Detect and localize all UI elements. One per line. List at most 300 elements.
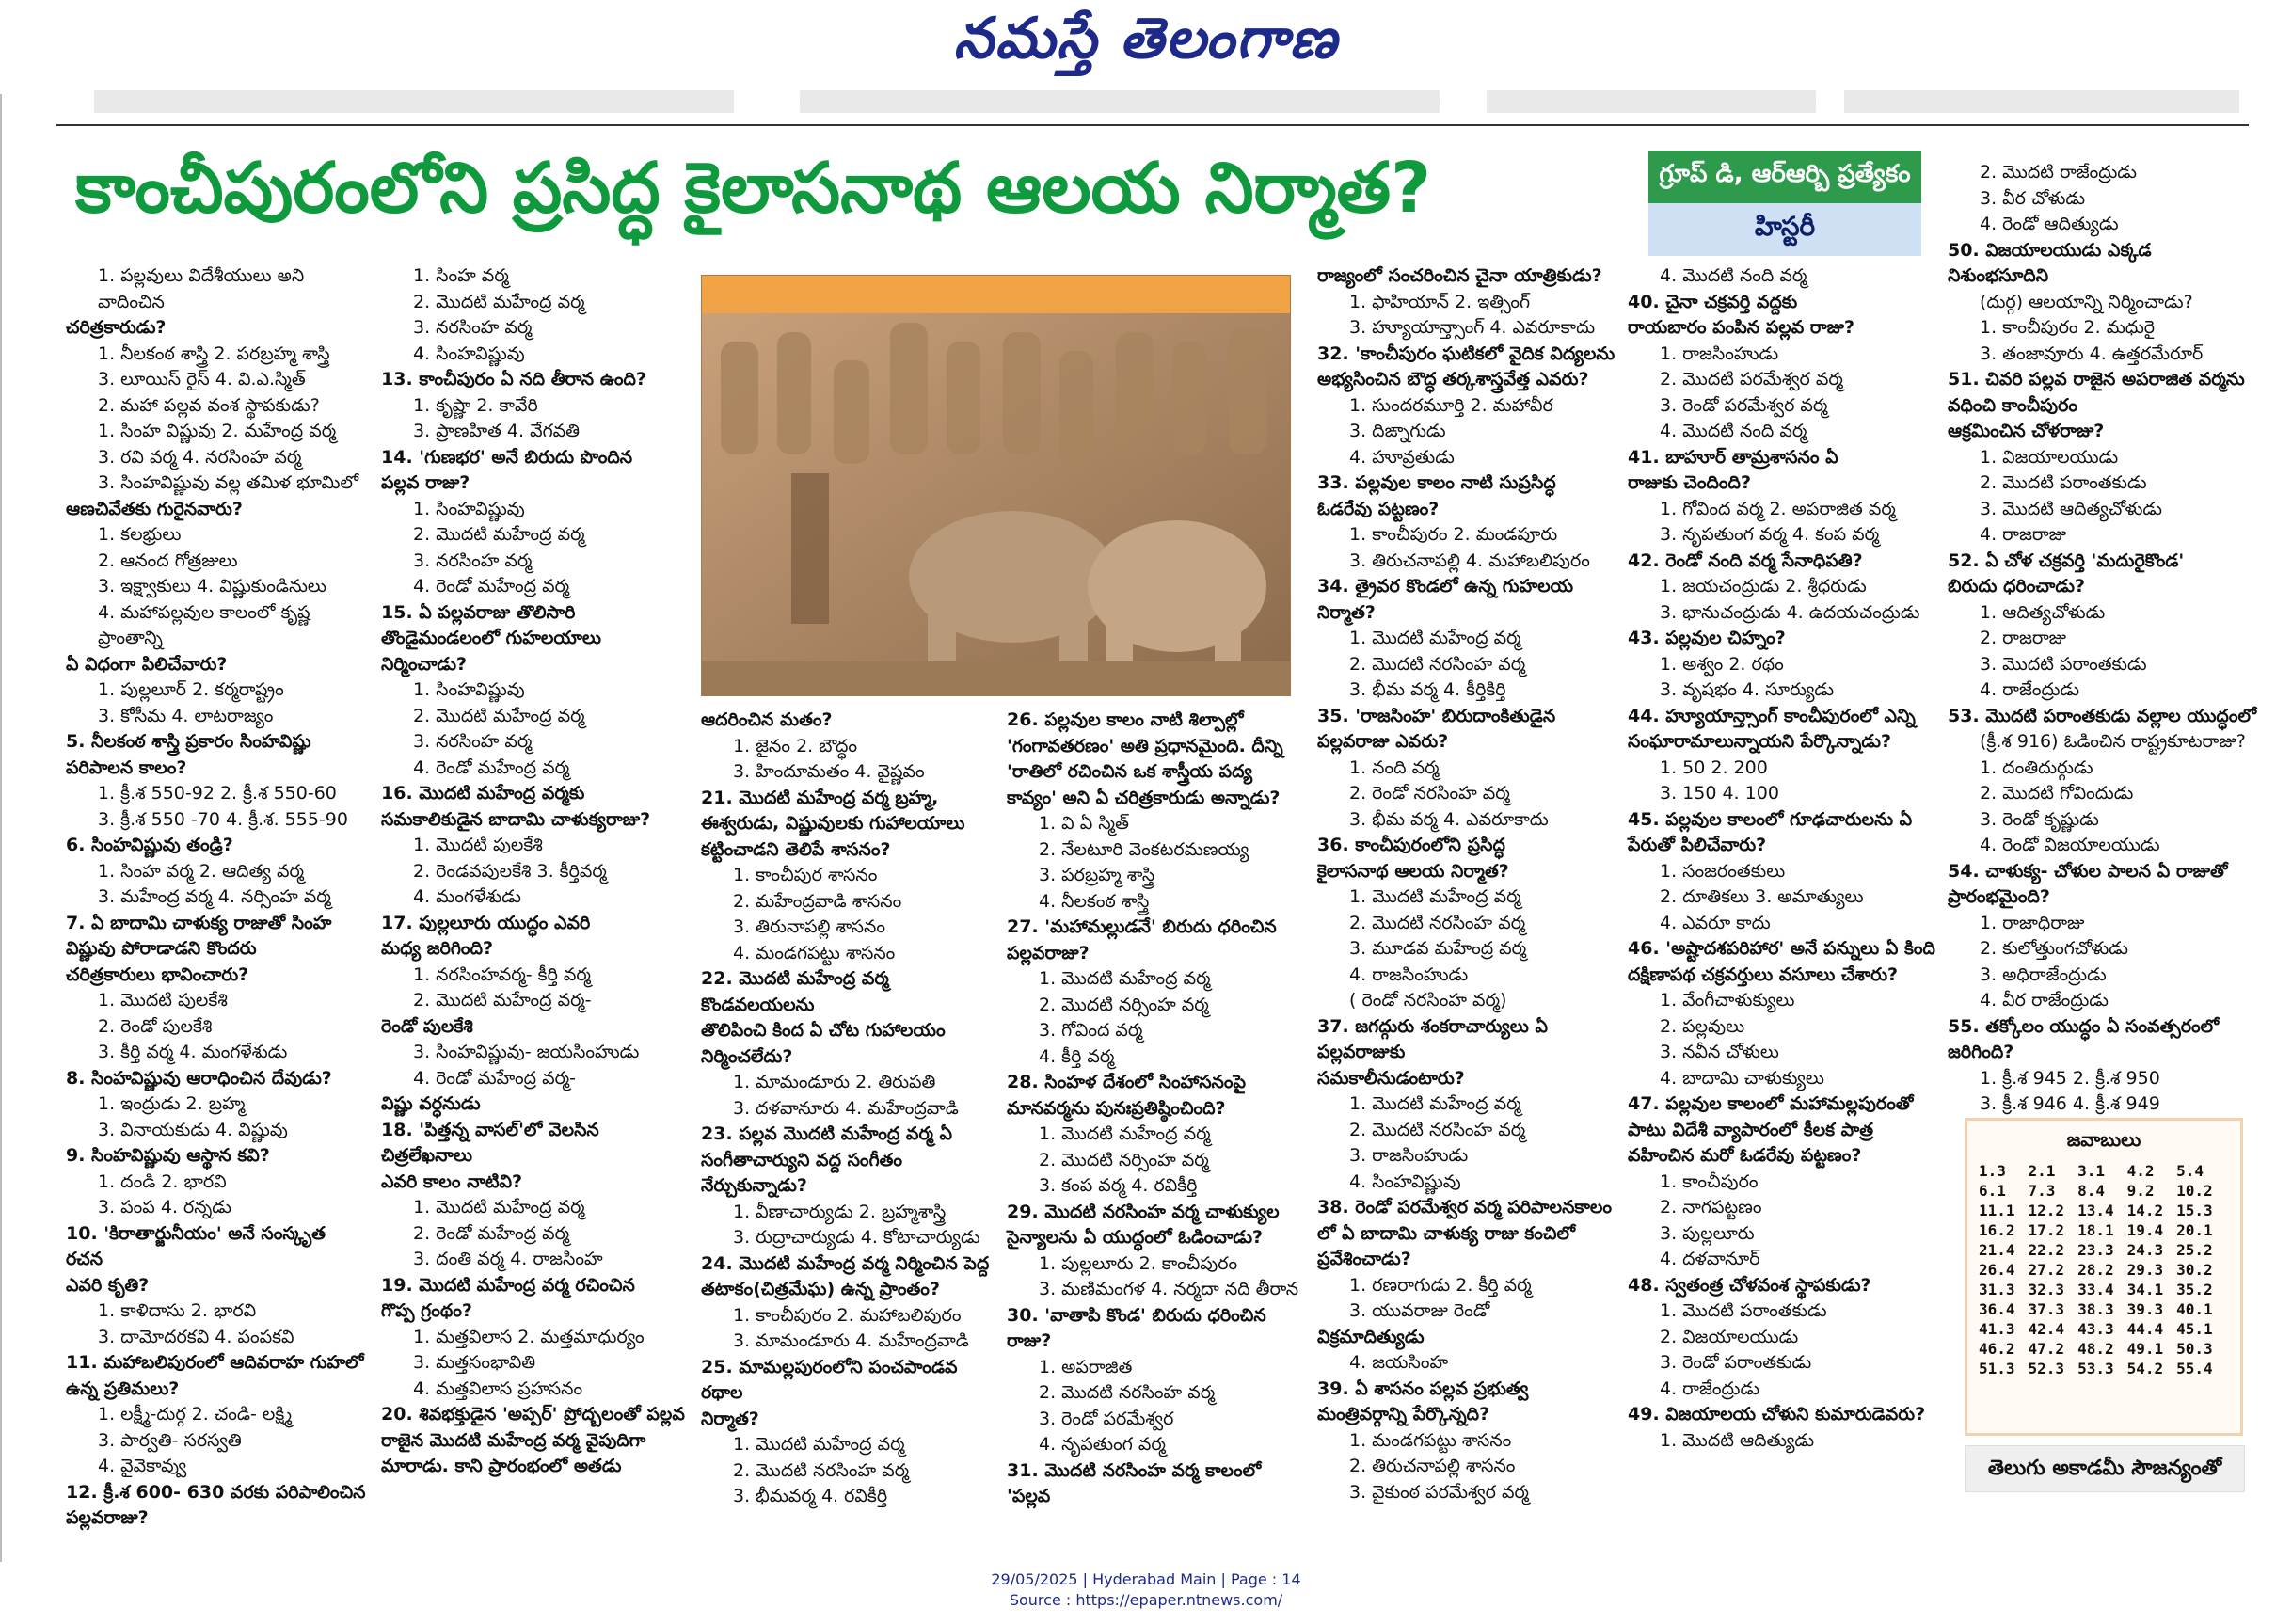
- answer-option: 1. కాంచీపురం: [1660, 1170, 1759, 1192]
- page-border: [0, 94, 2, 1562]
- question-text: ఎవరి కాలం నాటివి?: [381, 1170, 523, 1192]
- header-strip: [800, 90, 1440, 113]
- question-text: మారాడు. కాని ప్రారంభంలో అతడు: [381, 1456, 622, 1476]
- answer-option: 1. దంతిదుర్గుడు: [1980, 756, 2093, 778]
- answer-option: 2. మహేంద్రవాడి శాసనం: [733, 890, 902, 912]
- answer-cell: 2.1: [2028, 1162, 2056, 1180]
- question-text: పల్లవరాజు?: [1007, 942, 1090, 963]
- answer-cell: 49.1: [2126, 1340, 2164, 1358]
- answer-option: 4. రాజరాజు: [1980, 524, 2067, 545]
- question-text: 6. సింహవిష్ణువు తండ్రి?: [66, 835, 233, 855]
- question-text: తొండైమండలంలో గుహలయాలు: [381, 628, 601, 648]
- answer-option: 1. 50 2. 200: [1660, 756, 1768, 778]
- answer-option: ( రెండో నరసింహ వర్మ): [1349, 990, 1507, 1011]
- answer-option: 1. సింహవిష్ణువు: [413, 679, 525, 700]
- answer-option: 3. సింహవిష్ణువు- జయసింహుడు: [413, 1042, 640, 1062]
- answer-option: 3. క్రీ.శ 946 4. క్రీ.శ 949: [1980, 1093, 2160, 1114]
- answer-cell: 45.1: [2176, 1320, 2213, 1338]
- question-column: [1628, 263, 1938, 1454]
- answer-option: 3. తంజావూరు 4. ఉత్తరమేరూర్: [1980, 342, 2204, 364]
- question-text: పేరుతో పిలిచేవారు?: [1628, 835, 1767, 855]
- answer-option: 4. నృపతుంగ వర్మ: [1039, 1434, 1166, 1455]
- answer-cell: 38.3: [2077, 1300, 2114, 1318]
- answer-option: 3. పార్వతి- సరస్వతి: [98, 1429, 242, 1451]
- answer-cell: 39.3: [2126, 1300, 2164, 1318]
- answer-cell: 10.2: [2176, 1182, 2213, 1200]
- answer-option: 1. మొదటి మహేంద్ర వర్మ: [1349, 886, 1521, 907]
- answer-option: 1. విజయాలయుడు: [1980, 446, 2119, 468]
- question-text: 48. స్వతంత్ర చోళవంశ స్థాపకుడు?: [1628, 1274, 1871, 1296]
- answer-cell: 46.2: [1979, 1340, 2015, 1358]
- answer-option: 4. వైవెకావ్వు: [98, 1456, 187, 1476]
- credit-note: తెలుగు అకాడమీ సౌజన్యంతో: [1965, 1445, 2245, 1492]
- question-text: 31. మొదటి నరసింహ వర్మ కాలంలో 'పల్లవ: [1007, 1459, 1262, 1506]
- question-text: చరిత్రకారులు భావించారు?: [66, 963, 249, 985]
- question-text: 51. చివరి పల్లవ రాజైన అపరాజిత వర్మను: [1948, 369, 2245, 390]
- answer-cell: 54.2: [2126, 1360, 2164, 1377]
- answer-cell: 50.3: [2176, 1340, 2213, 1358]
- answer-option: 1. సింహ వర్మ 2. ఆదిత్య వర్మ: [98, 860, 305, 882]
- tag-special: గ్రూప్ డి, ఆర్ఆర్బి ప్రత్యేకం: [1648, 151, 1921, 203]
- question-text: 53. మొదటి పరాంతకుడు వల్లాల యుద్ధంలో: [1948, 705, 2256, 726]
- question-text: 26. పల్లవుల కాలం నాటి శిల్పాల్లో: [1007, 709, 1244, 730]
- answer-option: 1. మొదటి మహేంద్ర వర్మ: [1039, 968, 1211, 989]
- answer-option: 2. రాజరాజు: [1980, 628, 2067, 648]
- answer-option: 3. ప్రాణహిత 4. వేగవతి: [413, 421, 581, 441]
- question-text: 24. మొదటి మహేంద్ర వర్మ నిర్మించిన పెద్ద: [701, 1252, 990, 1274]
- answer-option: 4. జయసింహ: [1349, 1352, 1449, 1373]
- answer-cell: 34.1: [2126, 1281, 2164, 1298]
- answer-option: 3. హ్యూయాన్త్సాంగ్ 4. ఎవరూకాదు: [1349, 317, 1596, 338]
- answer-option: 4. కీర్తి వర్మ: [1039, 1045, 1115, 1067]
- answer-option: 4. మహాపల్లవుల కాలంలో కృష్ణ ప్రాంతాన్ని: [98, 601, 310, 648]
- question-text: రాయబారం పంపిన పల్లవ రాజు?: [1628, 317, 1855, 338]
- answer-option: 4. సింహవిష్ణువు: [1349, 1170, 1461, 1192]
- answer-cell: 17.2: [2028, 1221, 2065, 1239]
- answer-cell: 25.2: [2176, 1241, 2213, 1259]
- answer-cell: 16.2: [1979, 1221, 2015, 1239]
- question-text: 28. సింహళ దేశంలో సింహాసనంపై: [1007, 1072, 1247, 1092]
- answer-option: 1. ఫాహియాన్ 2. ఇత్సింగ్: [1349, 291, 1531, 312]
- masthead: [0, 0, 2292, 87]
- answer-option: 2. రెండో పులకేశి: [98, 1015, 213, 1037]
- question-text: 'గంగావతరణం' అతి ప్రధానమైంది. దీన్ని: [1007, 735, 1283, 756]
- question-text: గొప్ప గ్రంథం?: [381, 1300, 472, 1321]
- question-text: 34. త్రైవర కొండలో ఉన్న గుహలయ నిర్మాత?: [1317, 576, 1574, 623]
- answer-option: 2. తిరుచనాపల్లి శాసనం: [1349, 1456, 1516, 1476]
- question-text: చరిత్రకారుడు?: [66, 317, 167, 338]
- answer-option: 1. వేంగీచాళుక్యులు: [1660, 990, 1795, 1011]
- answer-option: 4. హూవ్రతుడు: [1349, 446, 1455, 468]
- question-text: 30. 'వాతాపి కొండ' బిరుదు ధరించిన రాజు?: [1007, 1304, 1266, 1351]
- answer-option: 2. నాగపట్టణం: [1660, 1197, 1762, 1218]
- question-text: 11. మహాబలిపురంలో ఆదివరాహ గుహలో: [66, 1352, 364, 1373]
- answer-cell: 33.4: [2077, 1281, 2114, 1298]
- answer-cell: 4.2: [2126, 1162, 2155, 1180]
- answer-cell: 5.4: [2176, 1162, 2204, 1180]
- answer-option: 3. రుద్రాచార్యుడు 4. కోటాచార్యుడు: [733, 1227, 980, 1248]
- answer-cell: 26.4: [1979, 1261, 2015, 1279]
- question-text: ఆణచివేతకు గురైనవారు?: [66, 498, 243, 519]
- question-text: 29. మొదటి నరసింహ వర్మ చాళుక్యుల: [1007, 1201, 1280, 1222]
- question-text: నిర్మించలేదు?: [701, 1045, 793, 1067]
- answer-cell: 35.2: [2176, 1281, 2213, 1298]
- question-text: 42. రెండో నంది వర్మ సేనాధిపతి?: [1628, 549, 1863, 571]
- answer-option: 3. మణిమంగళ 4. నర్మదా నది తీరాన: [1039, 1279, 1299, 1299]
- answer-option: 1. మొదటి పరాంతకుడు: [1660, 1300, 1827, 1321]
- question-text: ఆక్రమించిన చోళరాజు?: [1948, 421, 2105, 441]
- answer-option: 1. మొదటి పులకేశి: [413, 835, 543, 855]
- question-text: కైలాసనాథ ఆలయ నిర్మాత?: [1317, 860, 1509, 882]
- answer-option: 2. నేలటూరి వెంకటరమణయ్య: [1039, 838, 1249, 860]
- answer-option: 4. వీర రాజేంద్రుడు: [1980, 990, 2109, 1011]
- answer-option: 3. దామోదరకవి 4. పంపకవి: [98, 1326, 294, 1347]
- question-text: పల్లవ రాజు?: [381, 472, 470, 493]
- answer-cell: 30.2: [2176, 1261, 2213, 1279]
- question-text: 7. ఏ బాదామి చాళుక్య రాజుతో సింహ: [66, 912, 332, 933]
- answer-option: 1. క్రీ.శ 550-92 2. క్రీ.శ 550-60: [98, 783, 337, 804]
- question-text: 13. కాంచీపురం ఏ నది తీరాన ఉంది?: [381, 369, 646, 390]
- question-text: 'రాతిలో రచించిన ఒక శాస్త్రీయ పద్య: [1007, 761, 1253, 782]
- answer-option: 1. జయచంద్రుడు 2. శ్రీధరుడు: [1660, 576, 1867, 597]
- answer-option: 1. కాంచీపుర శాసనం: [733, 865, 878, 885]
- question-text: నేర్చుకున్నాడు?: [701, 1175, 807, 1196]
- answer-option: 1. సింహ విష్ణువు 2. మహేంద్ర వర్మ: [98, 421, 337, 441]
- question-text: 25. మామల్లపురంలోని పంచపాండవ రథాల: [701, 1356, 958, 1403]
- answer-option: 3. పంప 4. రన్నడు: [98, 1197, 231, 1218]
- answer-option: 1. రణరాగుడు 2. కీర్తి వర్మ: [1349, 1274, 1532, 1296]
- footer-source: Source : https://epaper.ntnews.com/: [1009, 1591, 1283, 1609]
- answer-cell: 47.2: [2028, 1340, 2065, 1358]
- answer-option: 3. భీమవర్మ 4. రవికీర్తి: [733, 1486, 888, 1506]
- header-strip: [1844, 90, 2239, 113]
- answer-option: 3. యువరాజు రెండో: [1349, 1300, 1490, 1321]
- header-strip: [1487, 90, 1816, 113]
- answer-option: 1. మండగపట్టు శాసనం: [1349, 1429, 1512, 1451]
- question-text: వధించి కాంచీపురం: [1948, 394, 2078, 416]
- answer-cell: 31.3: [1979, 1281, 2015, 1298]
- answer-option: 3. రెండో పరమేశ్వర వర్మ: [1660, 394, 1828, 416]
- question-column: [1317, 263, 1618, 1505]
- question-text: దక్షిణాపథ చక్రవర్తులు వసూలు చేశారు?: [1628, 963, 1899, 985]
- question-text: ప్రవేశించాడు?: [1317, 1249, 1411, 1269]
- answer-row: [1979, 1260, 2226, 1280]
- answer-option: 1. పుల్లలూర్ 2. కర్మరాష్ట్రం: [98, 679, 284, 700]
- answer-option: 1. దండి 2. భారవి: [98, 1170, 227, 1192]
- answer-option: 2. మొదటి రాజేంద్రుడు: [1980, 162, 2137, 183]
- answer-option: 3. నృపతుంగ వర్మ 4. కంప వర్మ: [1660, 524, 1880, 545]
- question-text: సంఘారామాలున్నాయని పేర్కొన్నాడు?: [1628, 731, 1892, 752]
- answer-option: 4. రాజసింహుడు: [1349, 963, 1469, 985]
- question-text: తటాకం(చిత్రమేఘ) ఉన్న ప్రాంతం?: [701, 1279, 940, 1299]
- question-text: రెండో పులకేశి: [381, 1015, 473, 1037]
- answer-cell: 40.1: [2176, 1300, 2213, 1318]
- question-column: [66, 263, 367, 1532]
- answer-option: 4. మత్తవిలాస ప్రహసనం: [413, 1377, 583, 1399]
- answer-option: 1. మామండూరు 2. తిరుపతి: [733, 1072, 936, 1092]
- question-text: బిరుదు ధరించాడు?: [1948, 576, 2086, 597]
- answer-option: 2. రెండో నరసింహ వర్మ: [1349, 783, 1510, 804]
- question-text: రాజైన మొదటి మహేంద్ర వర్మ వైపుదిగా: [381, 1429, 646, 1451]
- question-text: విష్ణు వర్ధనుడు: [381, 1093, 481, 1114]
- newspaper-logo: నమస్తే తెలంగాణ: [953, 6, 1339, 72]
- answer-option: 1. అపరాజిత: [1039, 1356, 1133, 1377]
- answer-option: 1. ఆదిత్యచోళుడు: [1980, 601, 2106, 623]
- answer-cell: 9.2: [2126, 1182, 2155, 1200]
- answer-option: 1. కాళిదాసు 2. భారవి: [98, 1300, 257, 1321]
- question-text: మధ్య జరిగింది?: [381, 938, 494, 959]
- answer-option: 3. దిఙ్నాగుడు: [1349, 421, 1446, 441]
- answer-row: [1979, 1181, 2226, 1201]
- question-column: [1007, 708, 1308, 1510]
- question-text: 10. 'కిరాతార్జునీయం' అనే సంస్కృత రచన: [66, 1222, 326, 1269]
- answer-cell: 48.2: [2077, 1340, 2114, 1358]
- question-text: కట్టించాడని తెలిపే శాసనం?: [701, 838, 891, 860]
- question-text: 38. రెండో పరమేశ్వర వర్మ పరిపాలనకాలం: [1317, 1197, 1613, 1218]
- answer-option: 4. రెండో విజయాలయుడు: [1980, 835, 2160, 855]
- answer-cell: 15.3: [2176, 1202, 2213, 1219]
- answer-cell: 37.3: [2028, 1300, 2065, 1318]
- answer-option: 2. మొదటి నరసింహ వర్మ: [1349, 912, 1526, 933]
- answer-option: 3. హిందూమతం 4. వైష్ణవం: [733, 761, 925, 782]
- answer-cell: 22.2: [2028, 1241, 2065, 1259]
- answer-option: 3. తిరునాపల్లి శాసనం: [733, 916, 885, 937]
- answer-option: 3. కంప వర్మ 4. రవికీర్తి: [1039, 1175, 1198, 1196]
- answer-row: [1979, 1240, 2226, 1260]
- answer-option: 1. సింహ వర్మ: [413, 265, 509, 286]
- question-text: 20. శివభక్తుడైన 'అప్పర్' ప్రోద్బలంతో పల్లవ: [381, 1404, 685, 1425]
- question-text: 22. మొదటి మహేంద్ర వర్మ కొండవలయలను: [701, 968, 889, 1015]
- answer-option: 3. మొదటి పరాంతకుడు: [1980, 653, 2147, 675]
- answer-option: 3. రెండో పరాంతకుడు: [1660, 1352, 1812, 1373]
- answer-option: 2. మొదటి గోవిందుడు: [1980, 783, 2134, 804]
- answer-option: 3. మత్తసంభావితి: [413, 1352, 536, 1373]
- question-text: 14. 'గుణభర' అనే బిరుదు పొందిన: [381, 446, 633, 468]
- answer-key: [1965, 1118, 2243, 1436]
- answer-option: 2. విజయాలయుడు: [1660, 1326, 1799, 1347]
- question-text: సంగీతాచార్యుని వద్ద సంగీతం: [701, 1149, 903, 1170]
- question-text: 37. జగద్గురు శంకరాచార్యులు ఏ పల్లవరాజుకు: [1317, 1015, 1548, 1062]
- temple-relief-photo: [701, 275, 1291, 696]
- question-text: కావ్యం' అని ఏ చరిత్రకారుడు అన్నాడు?: [1007, 787, 1281, 808]
- answer-option: 4. రెండో మహేంద్ర వర్మ: [413, 756, 570, 778]
- answer-option: 3. గోవింద వర్మ: [1039, 1020, 1143, 1041]
- answer-option: 3. రెండో పరమేశ్వర: [1039, 1408, 1174, 1429]
- question-text: 23. పల్లవ మొదటి మహేంద్ర వర్మ ఏ: [701, 1123, 953, 1144]
- answer-cell: 44.4: [2126, 1320, 2164, 1338]
- answer-option: 1. ఇంద్రుడు 2. బ్రహ్మ: [98, 1093, 246, 1114]
- answer-cell: 13.4: [2077, 1202, 2114, 1219]
- answer-option: 2. మొదటి పరమేశ్వర వర్మ: [1660, 369, 1843, 390]
- answer-cell: 53.3: [2077, 1360, 2114, 1377]
- answer-option: 3. తిరుచనాపల్లి 4. మహాబలిపురం: [1349, 549, 1590, 571]
- answer-option: 1. మొదటి మహేంద్ర వర్మ: [733, 1434, 905, 1455]
- answer-row: [1979, 1220, 2226, 1240]
- answer-option: 1. వీణాచార్యుడు 2. బ్రహ్మశాస్త్రి: [733, 1201, 947, 1222]
- question-text: 8. సింహవిష్ణువు ఆరాధించిన దేవుడు?: [66, 1067, 332, 1089]
- answer-option: 3. క్రీ.శ 550 -70 4. క్రీ.శ. 555-90: [98, 808, 348, 830]
- answer-option: 1. కలభ్రులు: [98, 524, 182, 545]
- answer-option: 1. నీలకంఠ శాస్త్రి 2. పరబ్రహ్మ శాస్త్రి: [98, 342, 330, 364]
- answer-key-title: జవాబులు: [2066, 1128, 2141, 1151]
- answer-cell: 41.3: [1979, 1320, 2015, 1338]
- question-text: 17. పుల్లలూరు యుద్ధం ఎవరి: [381, 912, 591, 933]
- question-text: ప్రారంభమైంది?: [1948, 886, 2050, 907]
- answer-option: 3. సింహవిష్ణువు వల్ల తమిళ భూమిలో: [98, 472, 359, 493]
- question-text: సమకాలీనుడంటారు?: [1317, 1067, 1465, 1089]
- question-text: విక్రమాదిత్యుడు: [1317, 1326, 1425, 1347]
- question-text: ఈశ్వరుడు, విష్ణువులకు గుహాలయాలు: [701, 813, 965, 834]
- question-text: తొలిపించి కింద ఏ చోట గుహాలయం: [701, 1020, 946, 1041]
- answer-cell: 55.4: [2176, 1360, 2213, 1377]
- question-text: 21. మొదటి మహేంద్ర వర్మ బ్రహ్మ,: [701, 787, 939, 808]
- answer-option: 3. వినాయకుడు 4. విష్ణువు: [98, 1119, 288, 1140]
- answer-cell: 8.4: [2077, 1182, 2105, 1200]
- answer-option: 1. పుల్లలూరు 2. కాంచీపురం: [1039, 1252, 1238, 1274]
- question-text: 12. క్రీ.శ 600- 630 వరకు పరిపాలించిన: [66, 1481, 366, 1503]
- answer-cell: 51.3: [1979, 1360, 2015, 1377]
- question-text: రాజ్యంలో సంచరించిన చైనా యాత్రికుడు?: [1317, 265, 1602, 286]
- answer-option: 2. పల్లవులు: [1660, 1015, 1745, 1037]
- answer-option: 4. మొదటి నంది వర్మ: [1660, 421, 1807, 441]
- answer-cell: 1.3: [1979, 1162, 2006, 1180]
- question-text: అభ్యసించిన బౌద్ధ తర్కశాస్త్రవేత్త ఎవరు?: [1317, 369, 1589, 390]
- question-text: ఓడరేవు పట్టణం?: [1317, 498, 1440, 519]
- divider: [56, 124, 2249, 126]
- answer-cell: 24.3: [2126, 1241, 2164, 1259]
- answer-row: [1979, 1201, 2226, 1220]
- question-text: నిర్మించాడు?: [381, 653, 468, 675]
- answer-option: 3. లూయిస్ రైస్ 4. వి.ఎ.స్మిత్: [98, 369, 306, 390]
- answer-cell: 21.4: [1979, 1241, 2015, 1259]
- answer-option: 3. నరసింహ వర్మ: [413, 317, 533, 338]
- answer-option: 2. దూతికలు 3. అమాత్యులు: [1660, 886, 1864, 907]
- answer-cell: 29.3: [2126, 1261, 2164, 1279]
- question-text: 18. 'పిత్తన్న వాసల్'లో వెలసిన చిత్రలేఖనాలు: [381, 1119, 599, 1166]
- question-text: 40. చైనా చక్రవర్తి వద్దకు: [1628, 291, 1798, 312]
- answer-option: 1. నంది వర్మ: [1349, 756, 1440, 778]
- question-text: ఏ విధంగా పిలిచేవారు?: [66, 653, 228, 675]
- answer-cell: 14.2: [2126, 1202, 2164, 1219]
- answer-option: (క్రీ.శ 916) ఓడించిన రాష్ట్రకూటరాజు?: [1980, 731, 2246, 752]
- answer-cell: 18.1: [2077, 1221, 2114, 1239]
- answer-option: 3. రెండో కృష్ణుడు: [1980, 808, 2099, 830]
- answer-option: 3. రవి వర్మ 4. నరసింహ వర్మ: [98, 446, 302, 468]
- answer-option: 3. భానుచంద్రుడు 4. ఉదయచంద్రుడు: [1660, 601, 1920, 623]
- answer-option: 3. వృషభం 4. సూర్యుడు: [1660, 679, 1835, 700]
- answer-option: 1. మొదటి మహేంద్ర వర్మ: [413, 1197, 585, 1218]
- question-column: [701, 708, 993, 1510]
- answer-cell: 20.1: [2176, 1221, 2213, 1239]
- answer-option: 2. మొదటి నర్సింహ వర్మ: [1039, 1149, 1209, 1170]
- question-text: 5. నీలకంఠ శాస్త్రి ప్రకారం సింహవిష్ణు: [66, 731, 311, 752]
- answer-option: 1. కాంచీపురం 2. మధురై: [1980, 317, 2156, 338]
- answer-option: 3. కోసీమ 4. లాటరాజ్యం: [98, 705, 274, 726]
- answer-option: 4. సింహవిష్ణువు: [413, 342, 525, 364]
- answer-row: [1979, 1280, 2226, 1299]
- answer-cell: 6.1: [1979, 1182, 2006, 1200]
- answer-option: 1. మొదటి మహేంద్ర వర్మ: [1349, 628, 1521, 648]
- answer-option: 3. పరబ్రహ్మ శాస్త్రి: [1039, 865, 1155, 885]
- answer-option: 2. మొదటి మహేంద్ర వర్మ: [413, 291, 585, 312]
- answer-cell: 3.1: [2077, 1162, 2105, 1180]
- answer-cell: 32.3: [2028, 1281, 2065, 1298]
- question-text: 43. పల్లవుల చిహ్నం?: [1628, 628, 1786, 648]
- question-text: 16. మొదటి మహేంద్ర వర్మకు: [381, 783, 585, 804]
- answer-option: 1. మొదటి ఆదిత్యుడు: [1660, 1429, 1815, 1451]
- answer-option: 1. మత్తవిలాస 2. మత్తమాధుర్యం: [413, 1326, 645, 1347]
- tag-subject: హిస్టరీ: [1648, 203, 1921, 256]
- answer-option: (దుర్గ) ఆలయాన్ని నిర్మించాడు?: [1980, 291, 2193, 312]
- answer-cell: 19.4: [2126, 1221, 2164, 1239]
- question-text: వహించిన మరో ఓడరేవు పట్టణం?: [1628, 1145, 1862, 1166]
- question-text: 36. కాంచీపురంలోని ప్రసిద్ధ: [1317, 835, 1505, 855]
- question-text: 9. సింహవిష్ణువు ఆస్థాన కవి?: [66, 1145, 270, 1166]
- answer-option: 1. కాంచీపురం 2. మండపూరు: [1349, 524, 1558, 545]
- question-text: విష్ణువు పోరాడాడని కొందరు: [66, 938, 257, 959]
- answer-option: 1. రాజాధిరాజు: [1980, 912, 2085, 933]
- answer-cell: 12.2: [2028, 1202, 2065, 1219]
- answer-option: 1. మొదటి మహేంద్ర వర్మ: [1349, 1093, 1521, 1114]
- answer-option: 2. మొదటి నరసింహ వర్మ: [1039, 1382, 1216, 1403]
- answer-option: 2. మొదటి నర్సింహ వర్మ: [1039, 994, 1209, 1015]
- answer-option: 2. మొదటి మహేంద్ర వర్మ: [413, 705, 585, 726]
- question-text: పరిపాలన కాలం?: [66, 756, 187, 778]
- question-text: మానవర్మను పునఃప్రతిష్ఠించింది?: [1007, 1097, 1226, 1119]
- question-text: 39. ఏ శాసనం పల్లవ ప్రభుత్వ: [1317, 1377, 1529, 1399]
- answer-option: 4. రెండో మహేంద్ర వర్మ-: [413, 1067, 576, 1089]
- answer-option: 3. దళవానూరు 4. మహేంద్రవాడి: [733, 1097, 959, 1119]
- question-text: 47. పల్లవుల కాలంలో మహామల్లపురంతో: [1628, 1093, 1914, 1114]
- answer-option: 2. రెండవపులకేశి 3. కీర్తివర్మ: [413, 860, 607, 882]
- answer-cell: 42.4: [2028, 1320, 2065, 1338]
- answer-option: 3. వీర చోళుడు: [1980, 187, 2086, 209]
- answer-option: 4. బాదామి చాళుక్యులు: [1660, 1067, 1824, 1089]
- answer-option: 1. సంజరంతకులు: [1660, 860, 1786, 882]
- answer-cell: 43.3: [2077, 1320, 2114, 1338]
- question-text: రాజుకు చెందింది?: [1628, 472, 1751, 493]
- answer-option: 1. మొదటి పులకేశి: [98, 990, 228, 1011]
- answer-cell: 11.1: [1979, 1202, 2015, 1219]
- answer-option: 3. 150 4. 100: [1660, 783, 1779, 804]
- answer-option: 3. రాజసింహుడు: [1349, 1145, 1469, 1166]
- question-text: పల్లవరాజు?: [66, 1507, 149, 1528]
- answer-row: [1979, 1161, 2226, 1181]
- section-tag: [1648, 151, 1921, 256]
- answer-option: 2. కులోత్తుంగచోళుడు: [1980, 938, 2128, 959]
- answer-option: 3. నరసింహ వర్మ: [413, 549, 533, 571]
- answer-row: [1979, 1319, 2226, 1339]
- answer-row: [1979, 1359, 2226, 1378]
- answer-option: 1. క్రీ.శ 945 2. క్రీ.శ 950: [1980, 1067, 2160, 1089]
- header-strip: [94, 90, 734, 113]
- answer-option: 3. వైకుంఠ పరమేశ్వర వర్మ: [1349, 1481, 1529, 1503]
- answer-option: 4. రాజేంద్రుడు: [1660, 1377, 1760, 1399]
- answer-option: 1. పల్లవులు విదేశీయులు అని వాదించిన: [98, 265, 305, 312]
- answer-option: 1. కృష్ణా 2. కావేరి: [413, 394, 538, 416]
- answer-option: 3. దంతి వర్మ 4. రాజసింహ: [413, 1249, 603, 1269]
- answer-option: 1. జైనం 2. బౌద్ధం: [733, 735, 858, 756]
- answer-option: 4. మంగళేశుడు: [413, 886, 521, 907]
- answer-option: 1. వి ఏ స్మిత్: [1039, 813, 1129, 834]
- answer-option: 3. మొదటి ఆదిత్యచోళుడు: [1980, 498, 2163, 519]
- question-text: 46. 'అష్టాదశపరిహార' అనే పన్నులు ఏ కింది: [1628, 938, 1935, 959]
- answer-option: 4. మండగపట్టు శాసనం: [733, 942, 896, 963]
- question-text: 55. తక్కోలం యుద్ధం ఏ సంవత్సరంలో: [1948, 1015, 2220, 1037]
- question-text: ఎవరి కృతి?: [66, 1274, 150, 1296]
- answer-option: 4. మొదటి నంది వర్మ: [1660, 265, 1807, 286]
- footer-date: 29/05/2025 | Hyderabad Main | Page : 14: [991, 1570, 1301, 1588]
